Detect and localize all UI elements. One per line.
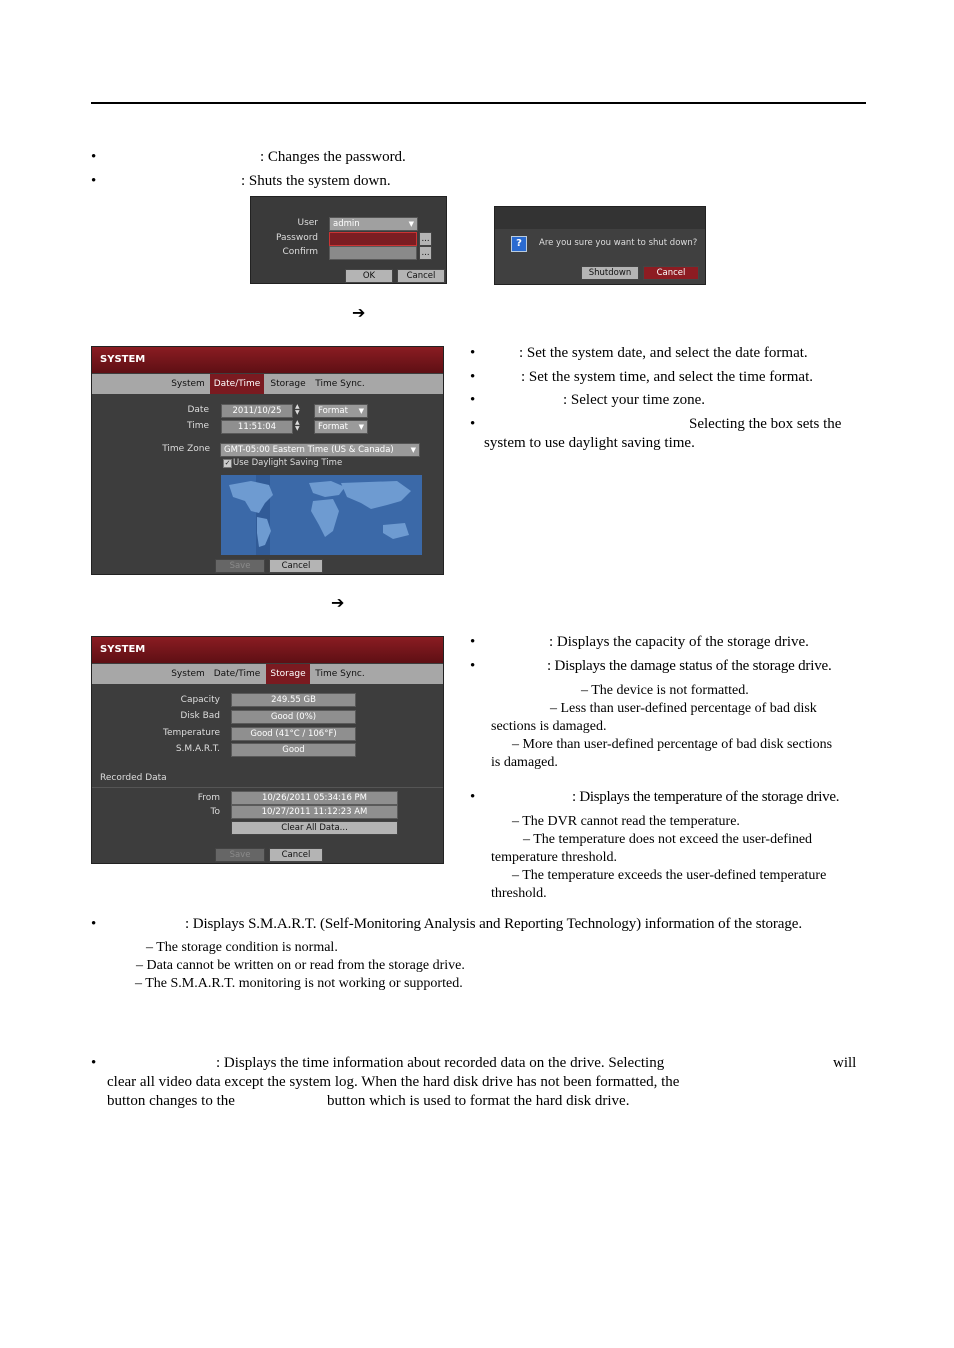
temp-ok-line2: temperature threshold. — [491, 850, 617, 865]
date-spinner-icon[interactable]: ▲ ▼ — [295, 403, 300, 416]
to-label: To — [210, 807, 220, 817]
temp-exceed-line1: – The temperature exceeds the user-defined temperature — [512, 868, 827, 883]
tab-system[interactable]: System — [171, 669, 205, 679]
tab-timesync[interactable]: Time Sync. — [315, 379, 365, 389]
smart-bad: – Data cannot be written on or read from the storage drive. — [136, 958, 465, 973]
arrow-right-icon: ➔ — [352, 303, 366, 322]
bullet-date: : Set the system date, and select the date format. — [519, 345, 808, 361]
smart-unsupported: – The S.M.A.R.T. monitoring is not working or supported. — [135, 976, 463, 991]
timezone-select[interactable] — [220, 443, 420, 457]
cancel-button[interactable]: Cancel — [269, 559, 323, 573]
tab-timesync[interactable]: Time Sync. — [315, 669, 365, 679]
cancel-button[interactable]: Cancel — [269, 848, 323, 862]
chevron-down-icon: ▼ — [358, 407, 364, 415]
bullet-dot: • — [470, 392, 476, 408]
cancel-button[interactable]: Cancel — [397, 269, 445, 283]
bullet-change-password: : Changes the password. — [260, 149, 406, 165]
date-format-select[interactable] — [314, 404, 368, 418]
password-input[interactable] — [329, 232, 417, 246]
temperature-value: Good (41°C / 106°F) — [231, 727, 356, 741]
capacity-value: 249.55 GB — [231, 693, 356, 707]
tab-bar — [92, 374, 443, 394]
temp-exceed-line2: threshold. — [491, 886, 547, 901]
diskbad-not-formatted: – The device is not formatted. — [581, 683, 749, 698]
bullet-dot: • — [91, 149, 97, 165]
world-map — [221, 475, 422, 555]
question-icon: ? — [511, 236, 527, 252]
bullet-smart: : Displays S.M.A.R.T. (Self-Monitoring Analysis and Reporting Technology) information of the storage. — [185, 916, 802, 932]
bullet-dst-line1: Selecting the box sets the — [689, 416, 842, 432]
temperature-label: Temperature — [162, 728, 220, 738]
bullet-temperature: : Displays the temperature of the storage drive. — [572, 789, 840, 805]
diskbad-less-line1: – Less than user-defined percentage of bad disk — [550, 701, 817, 716]
shutdown-button[interactable]: Shutdown — [581, 266, 639, 280]
temp-ok-line1: – The temperature does not exceed the user-defined — [523, 832, 813, 847]
bullet-dot: • — [91, 916, 97, 932]
diskbad-label: Disk Bad — [180, 711, 220, 721]
screen-title: SYSTEM — [92, 637, 443, 663]
to-value: 10/27/2011 11:12:23 AM — [231, 805, 398, 819]
bullet-dot: • — [91, 173, 97, 189]
divider — [92, 787, 443, 788]
ok-button[interactable]: OK — [345, 269, 393, 283]
arrow-right-icon: ➔ — [331, 593, 345, 612]
bullet-recorded-line1: : Displays the time information about recorded data on the drive. Selecting — [216, 1055, 665, 1071]
smart-normal: – The storage condition is normal. — [146, 940, 338, 955]
user-value: admin — [333, 219, 360, 229]
confirm-browse-button[interactable]: ... — [419, 246, 432, 260]
smart-label: S.M.A.R.T. — [175, 744, 220, 754]
tab-datetime[interactable]: Date/Time — [213, 669, 261, 679]
dst-checkbox[interactable]: ✓ — [224, 459, 231, 467]
save-button[interactable]: Save — [215, 559, 265, 573]
bullet-recorded-will: will — [833, 1055, 857, 1071]
chevron-down-icon: ▼ — [408, 220, 414, 228]
tab-storage[interactable]: Storage — [266, 664, 310, 684]
diskbad-less-line2: sections is damaged. — [491, 719, 607, 734]
time-label: Time — [186, 421, 209, 431]
chevron-down-icon: ▼ — [358, 423, 364, 431]
from-value: 10/26/2011 05:34:16 PM — [231, 791, 398, 805]
header-rule — [91, 102, 866, 104]
bullet-shutdown: : Shuts the system down. — [241, 173, 391, 189]
screen-title: SYSTEM — [92, 347, 443, 373]
bullet-diskbad: : Displays the damage status of the storage drive. — [547, 658, 832, 674]
bullet-dot: • — [470, 345, 476, 361]
shutdown-dialog — [494, 206, 706, 285]
password-browse-button[interactable]: ... — [419, 232, 432, 246]
diskbad-more-line2: is damaged. — [491, 755, 558, 770]
confirm-input[interactable] — [329, 246, 417, 260]
datetime-screen — [91, 346, 444, 575]
tab-system[interactable]: System — [171, 379, 205, 389]
timezone-value: GMT-05:00 Eastern Time (US & Canada) — [224, 445, 394, 455]
recorded-data-label: Recorded Data — [100, 773, 167, 783]
time-field[interactable]: 11:51:04 — [221, 420, 293, 434]
time-format-select[interactable] — [314, 420, 368, 434]
cancel-button[interactable]: Cancel — [643, 266, 699, 280]
dialog-header — [495, 207, 705, 229]
clear-all-data-button[interactable]: Clear All Data... — [231, 821, 398, 835]
password-dialog — [250, 196, 447, 284]
bullet-dot: • — [91, 1055, 97, 1071]
save-button[interactable]: Save — [215, 848, 265, 862]
format-label: Format — [318, 422, 348, 432]
capacity-label: Capacity — [180, 695, 220, 705]
shutdown-message: Are you sure you want to shut down? — [539, 238, 698, 248]
bullet-capacity: : Displays the capacity of the storage drive. — [549, 634, 809, 650]
user-select[interactable] — [329, 217, 418, 231]
tab-datetime[interactable]: Date/Time — [210, 374, 264, 394]
bullet-timezone: : Select your time zone. — [563, 392, 706, 408]
date-field[interactable]: 2011/10/25 — [221, 404, 293, 418]
bullet-dst-line2: system to use daylight saving time. — [484, 435, 695, 451]
date-label: Date — [187, 405, 209, 415]
bullet-dot: • — [470, 789, 476, 805]
time-spinner-icon[interactable]: ▲ ▼ — [295, 419, 300, 432]
bullet-recorded-line3a: button changes to the — [107, 1093, 235, 1109]
bullet-time: : Set the system time, and select the time format. — [521, 369, 814, 385]
dst-label: Use Daylight Saving Time — [233, 458, 343, 468]
diskbad-value: Good (0%) — [231, 710, 356, 724]
from-label: From — [197, 793, 220, 803]
storage-screen — [91, 636, 444, 864]
user-label: User — [297, 218, 318, 228]
confirm-label: Confirm — [282, 247, 318, 257]
bullet-recorded-line3b: button which is used to format the hard disk drive. — [327, 1093, 630, 1109]
smart-value: Good — [231, 743, 356, 757]
bullet-recorded-line2: clear all video data except the system log. When the hard disk drive has not been formatted, the — [107, 1074, 680, 1090]
bullet-dot: • — [470, 369, 476, 385]
bullet-dot: • — [470, 416, 476, 432]
chevron-down-icon: ▼ — [410, 446, 416, 454]
tab-storage[interactable]: Storage — [270, 379, 306, 389]
timezone-label: Time Zone — [162, 444, 210, 454]
format-label: Format — [318, 406, 348, 416]
bullet-dot: • — [470, 634, 476, 650]
tab-bar — [92, 664, 443, 684]
temp-unreadable: – The DVR cannot read the temperature. — [512, 814, 740, 829]
diskbad-more-line1: – More than user-defined percentage of bad disk sections — [512, 737, 833, 752]
bullet-dot: • — [470, 658, 476, 674]
password-label: Password — [275, 233, 318, 243]
